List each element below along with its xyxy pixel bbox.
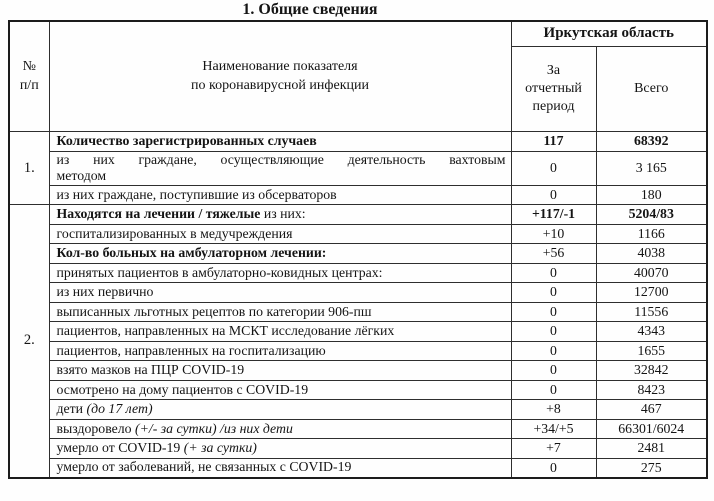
header-cell-number (9, 21, 49, 132)
table-row (9, 263, 707, 283)
value-total: 40070 (596, 263, 707, 283)
table-row (9, 185, 707, 205)
value-period: 0 (511, 185, 596, 205)
value-period: 117 (511, 132, 596, 152)
indicator-label: умерло от COVID-19 (+ за сутки) (49, 439, 511, 459)
indicator-label: Находятся на лечении / тяжелые из них: (49, 205, 511, 225)
table-row (9, 419, 707, 439)
value-total: 66301/6024 (596, 419, 707, 439)
value-total: 12700 (596, 283, 707, 303)
table-row (9, 224, 707, 244)
indicator-label: госпитализированных в медучреждения (49, 224, 511, 244)
value-total: 275 (596, 458, 707, 478)
indicator-label: дети (до 17 лет) (49, 400, 511, 420)
value-total: 8423 (596, 380, 707, 400)
value-period: 0 (511, 283, 596, 303)
value-total: 180 (596, 185, 707, 205)
value-period: 0 (511, 322, 596, 342)
header-indicator-line2: по коронавирусной инфекции (191, 77, 369, 93)
indicator-label: Количество зарегистрированных случаев (49, 132, 511, 152)
indicator-label: из них граждане, поступившие из обсерваторов (49, 185, 511, 205)
table-row (9, 439, 707, 459)
value-period: 0 (511, 458, 596, 478)
value-total: 1166 (596, 224, 707, 244)
value-total: 32842 (596, 361, 707, 381)
table-row (9, 283, 707, 303)
value-period: +8 (511, 400, 596, 420)
value-period: +7 (511, 439, 596, 459)
section-number: 1. (9, 132, 49, 205)
header-cell-period: За отчетный период (511, 47, 596, 132)
value-total: 11556 (596, 302, 707, 322)
value-period: 0 (511, 361, 596, 381)
indicator-label: выписанных льготных рецептов по категории 906-пш (49, 302, 511, 322)
table-row (9, 400, 707, 420)
indicator-label: выздоровело (+/- за сутки) /из них дети (49, 419, 511, 439)
indicator-label: из них первично (49, 283, 511, 303)
header-row-top (9, 21, 707, 47)
value-total: 1655 (596, 341, 707, 361)
table-row (9, 380, 707, 400)
header-indicator-line1: Наименование показателя (202, 59, 358, 75)
value-period: +117/-1 (511, 205, 596, 225)
header-cell-indicator (49, 21, 511, 132)
value-period: +34/+5 (511, 419, 596, 439)
value-period: 0 (511, 380, 596, 400)
value-total: 5204/83 (596, 205, 707, 225)
indicator-label: пациентов, направленных на МСКТ исследование лёгких (49, 322, 511, 342)
indicator-label: пациентов, направленных на госпитализацию (49, 341, 511, 361)
value-total: 4343 (596, 322, 707, 342)
table-row (9, 132, 707, 152)
section-number: 2. (9, 205, 49, 478)
table-row (9, 151, 707, 185)
general-info-table (8, 20, 708, 479)
page-title: 1. Общие сведения (242, 1, 378, 18)
indicator-label: осмотрено на дому пациентов с COVID-19 (49, 380, 511, 400)
table-row (9, 458, 707, 478)
indicator-label: умерло от заболеваний, не связанных с COVID-19 (49, 458, 511, 478)
header-number-line1: № (22, 59, 36, 75)
table-row (9, 361, 707, 381)
indicator-label: взято мазков на ПЦР COVID-19 (49, 361, 511, 381)
value-period: 0 (511, 341, 596, 361)
value-total: 2481 (596, 439, 707, 459)
value-period: +10 (511, 224, 596, 244)
value-total: 3 165 (596, 151, 707, 185)
indicator-label: Кол-во больных на амбулаторном лечении: (49, 244, 511, 264)
table-row (9, 302, 707, 322)
value-period: 0 (511, 302, 596, 322)
header-cell-total: Всего (596, 47, 707, 132)
table-row (9, 244, 707, 264)
value-period: 0 (511, 263, 596, 283)
table-row (9, 341, 707, 361)
value-total: 467 (596, 400, 707, 420)
header-number-line2: п/п (19, 77, 39, 93)
header-cell-region: Иркутская область (511, 21, 707, 47)
value-total: 4038 (596, 244, 707, 264)
table-row (9, 322, 707, 342)
value-total: 68392 (596, 132, 707, 152)
table-header (9, 21, 707, 132)
indicator-label: из них граждане, осуществляющие деятельность вахтовым методом (49, 151, 511, 185)
table-row (9, 205, 707, 225)
value-period: +56 (511, 244, 596, 264)
table-body (9, 132, 707, 478)
value-period: 0 (511, 151, 596, 185)
indicator-label: принятых пациентов в амбулаторно-ковидных центрах: (49, 263, 511, 283)
